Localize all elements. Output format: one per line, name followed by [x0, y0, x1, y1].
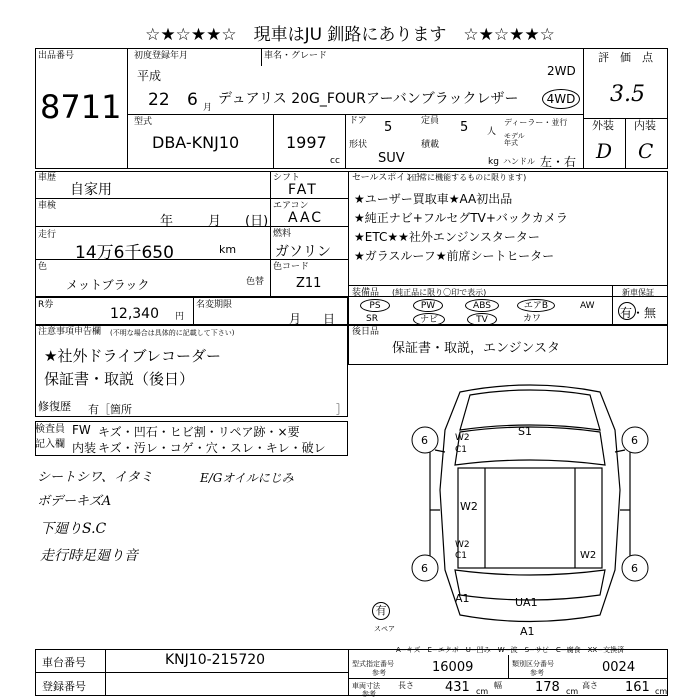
caution-line: ★社外ドライブレコーダー	[44, 347, 221, 365]
mark: A1	[520, 625, 535, 638]
spare-circle: 有	[372, 602, 390, 620]
equip-airbag: エアB	[517, 299, 555, 312]
caution-note: (不明な場合は具体的に記載して下さい)	[110, 329, 235, 337]
width-unit: cm	[566, 687, 579, 696]
first-reg-era: 平成	[137, 69, 162, 83]
exterior-label: 外装	[592, 119, 614, 132]
dealer-label: ディーラー・並行	[504, 118, 568, 127]
lot-number: 8711	[40, 88, 122, 126]
drive-4wd: 4WD	[542, 89, 580, 109]
mark: 6	[631, 434, 638, 447]
load-unit: kg	[488, 157, 499, 167]
equip-tv: TV	[467, 313, 497, 326]
mark: 6	[421, 434, 428, 447]
equip-leather: カワ	[523, 314, 542, 324]
length-unit: cm	[476, 687, 489, 696]
width-value: 178	[535, 680, 560, 695]
title-due-day: 日	[323, 312, 336, 326]
class-no-ref: 参考	[530, 669, 544, 677]
inspector-inner: 内装	[72, 441, 97, 455]
fuel-value: ガソリン	[275, 244, 331, 260]
note-line: ボデーキズA	[37, 494, 112, 509]
mark: 6	[421, 562, 428, 575]
note-line: シートシワ、イタミ	[37, 470, 153, 485]
recycle-label: R券	[38, 300, 54, 310]
interior-label: 内装	[634, 119, 656, 132]
handle-label: ハンドル	[503, 157, 535, 166]
doors-label: ドア	[349, 116, 367, 126]
mark: C1	[455, 445, 468, 455]
equip-navi: ナビ	[413, 313, 445, 326]
shift-value: FAT	[288, 182, 318, 198]
height-label: 高さ	[582, 681, 598, 690]
color-code-value: Z11	[296, 276, 322, 291]
color-label: 色	[38, 262, 48, 272]
mileage-label: 走行	[38, 230, 57, 240]
type-code: DBA-KNJ10	[152, 133, 240, 152]
caution-line: 保証書・取説（後日）	[44, 370, 195, 388]
equip-ps: PS	[360, 299, 390, 312]
cc-value: 1997	[286, 133, 327, 152]
dims-ref: 参考	[362, 690, 376, 698]
mark: W2	[455, 540, 470, 550]
equip-aw: AW	[580, 301, 595, 311]
rear-label: 後日品	[352, 327, 380, 337]
inspector-label1: 検査員	[35, 424, 65, 435]
class-no-label: 類別区分番号	[512, 660, 554, 668]
title-due-label: 名変期限	[196, 300, 233, 310]
history-value: 自家用	[70, 182, 112, 198]
color-code-label: 色コード	[273, 262, 310, 272]
equip-note: (純正品に限り〇印で表示)	[392, 288, 487, 297]
color-change-label: 色替	[246, 277, 265, 287]
length-label: 長さ	[398, 681, 414, 690]
height-value: 161	[625, 680, 650, 695]
capacity-unit: 人	[487, 127, 497, 137]
mileage-unit: km	[219, 243, 237, 256]
note-line: 下廻りS.C	[40, 521, 107, 537]
recycle-unit: 円	[175, 312, 185, 322]
recycle-value: 12,340	[110, 306, 159, 322]
mark: W2	[455, 433, 470, 443]
first-reg-year: 22	[148, 90, 170, 110]
mark: UA1	[515, 596, 538, 609]
length-value: 431	[445, 680, 470, 695]
new-warranty-circle	[618, 302, 636, 320]
shaken-label: 車検	[38, 201, 57, 211]
inspector-label2: 記入欄	[35, 439, 65, 450]
shift-label: シフト	[273, 173, 301, 183]
first-reg-month-unit: 月	[203, 103, 213, 113]
address-label: 登録番号	[42, 680, 86, 693]
shaken-year: 年	[160, 214, 174, 229]
interior-value: C	[638, 139, 654, 163]
model-name: デュアリス 20G_FOURアーバンブラックレザー	[218, 91, 519, 107]
shape-label: 形状	[349, 140, 368, 150]
equip-sr: SR	[366, 314, 378, 324]
type-label: 型式	[134, 117, 153, 127]
mark: 6	[631, 562, 638, 575]
mark: C1	[455, 551, 468, 561]
color-value: メットブラック	[66, 278, 150, 292]
width-label: 幅	[494, 681, 502, 690]
car-diagram	[400, 370, 660, 640]
inspector-row2: キズ・汚レ・コゲ・穴・スレ・キレ・破レ	[98, 441, 326, 455]
model-no-ref: 参考	[372, 669, 386, 677]
model-no-label: 型式指定番号	[352, 660, 394, 668]
lot-label: 出品番号	[38, 51, 75, 61]
capacity-label: 定員	[421, 116, 440, 126]
title-due-month: 月	[289, 312, 302, 326]
shape-value: SUV	[378, 151, 405, 166]
mark: S1	[518, 425, 532, 438]
exterior-value: D	[596, 139, 613, 163]
sales-item: ★ガラスルーフ★前席シートヒーター	[354, 249, 555, 263]
sales-item: ★純正ナビ+フルセグTV+バックカメラ	[354, 211, 568, 225]
inspector-fw: FW	[72, 423, 91, 437]
sales-note: (正常に機能するものに限ります)	[408, 173, 527, 182]
history-label: 車歴	[38, 173, 57, 183]
recycle-row	[35, 297, 348, 325]
model-label: 車名・グレード	[264, 51, 328, 61]
doors-value: 5	[384, 120, 393, 135]
score-value: 3.5	[610, 82, 645, 107]
sales-item: ★ETC★★社外エンジンスターター	[354, 230, 540, 244]
spare-label: スペア	[374, 625, 395, 633]
model-no-value: 16009	[432, 660, 474, 675]
first-reg-month: 6	[187, 90, 198, 110]
chassis-label: 車台番号	[42, 656, 86, 669]
caution-label: 注意事項申告欄	[38, 327, 102, 337]
load-label: 積載	[421, 140, 440, 150]
fuel-label: 燃料	[273, 229, 292, 239]
repair-value: 有［箇所	[88, 403, 132, 416]
repair-label: 修復歴	[38, 400, 71, 413]
banner: ☆★☆★★☆ 現車はJU 釧路にあります ☆★☆★★☆	[145, 25, 555, 45]
handle-value: 左・右	[540, 155, 577, 169]
aircon-label: エアコン	[273, 201, 309, 211]
chassis-value: KNJ10-215720	[165, 652, 266, 668]
mark: W2	[460, 500, 478, 513]
drive-2wd: 2WD	[547, 64, 576, 78]
mark: W2	[580, 550, 597, 561]
equip-abs: ABS	[465, 299, 499, 312]
repair-close: ］	[336, 403, 347, 416]
note-line: E/Gオイルにじみ	[200, 471, 294, 485]
new-warranty-label: 新車保証	[622, 288, 654, 297]
aircon-value: AAC	[288, 210, 324, 226]
score-label: 評 価 点	[598, 51, 653, 64]
shaken-month: 月	[208, 214, 222, 229]
mileage-value: 14万6千650	[75, 243, 174, 263]
inspector-row1: キズ・凹石・ヒビ割・リペア跡・×要	[98, 425, 300, 439]
cc-unit: cc	[330, 156, 340, 166]
shaken-day: (日)	[245, 214, 269, 229]
equip-label: 装備品	[352, 288, 380, 298]
class-no-value: 0024	[602, 660, 636, 675]
dims-label: 車両寸法	[352, 682, 380, 690]
mark: A1	[455, 592, 470, 605]
new-warranty-value: 有・無	[620, 306, 657, 320]
rear-value: 保証書・取説，エンジンスタ	[392, 341, 560, 356]
height-unit: cm	[655, 687, 668, 696]
sales-item: ★ユーザー買取車★AA初出品	[354, 192, 513, 206]
note-line: 走行時足廻り音	[40, 548, 138, 564]
sales-label: セールスポイント	[352, 173, 424, 183]
capacity-value: 5	[460, 120, 469, 135]
first-reg-label: 初度登録年月	[134, 51, 189, 61]
damage-legend: A−キズ E−エクボ U−凹み W−波 S−サビ C−腐食 XX−交換済	[396, 646, 625, 654]
equip-pw: PW	[413, 299, 443, 312]
model-year-label: モデル 年式	[504, 132, 525, 147]
